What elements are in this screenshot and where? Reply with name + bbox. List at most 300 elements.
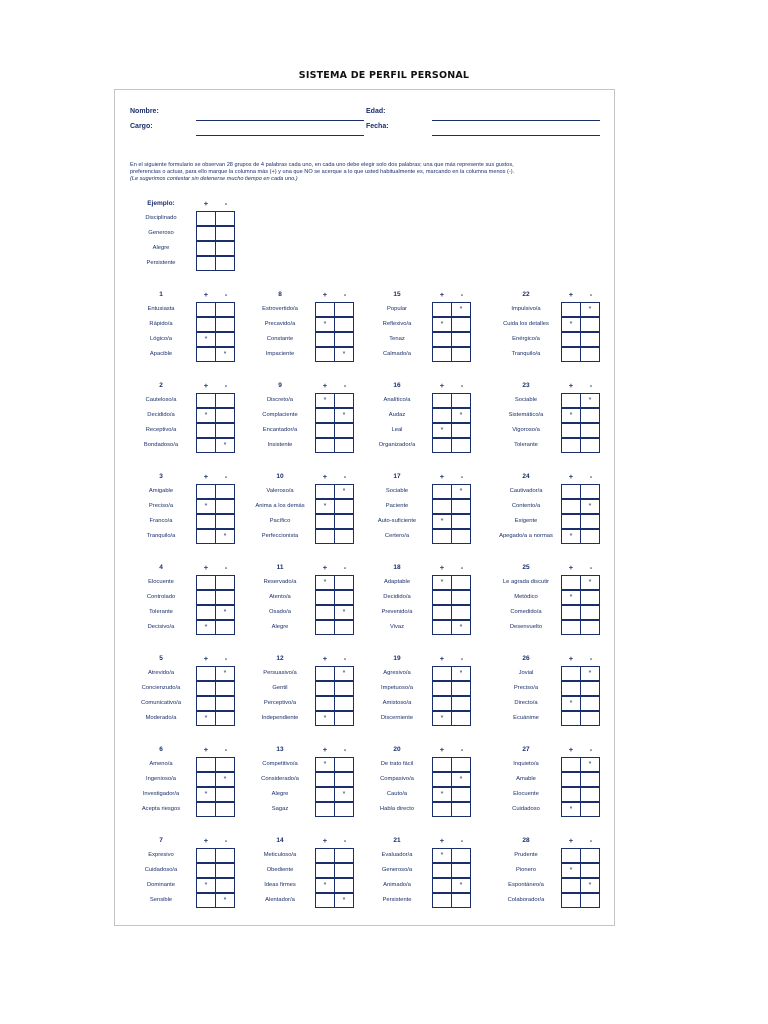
word-row: [245, 499, 355, 514]
plus-checkbox[interactable]: [196, 802, 216, 817]
word-row: [491, 332, 601, 347]
word-label: Espontáneo/a: [508, 882, 544, 888]
minus-checkbox[interactable]: [580, 772, 600, 787]
minus-checkbox[interactable]: [451, 332, 471, 347]
word-row: [126, 529, 236, 544]
word-label: Expresivo: [148, 852, 174, 858]
minus-checkbox[interactable]: *: [215, 666, 235, 681]
minus-checkbox[interactable]: [451, 757, 471, 772]
minus-checkbox[interactable]: *: [451, 772, 471, 787]
group-number: 26: [522, 655, 530, 662]
instructions-note: (Le sugerimos contestar sin detenerse mucho tiempo en cada uno.): [130, 176, 298, 182]
minus-checkbox[interactable]: [215, 408, 235, 423]
word-label: Preciso/a: [148, 503, 174, 509]
plus-checkbox[interactable]: *: [315, 757, 335, 772]
plus-checkbox[interactable]: *: [315, 575, 335, 590]
minus-checkbox[interactable]: [451, 317, 471, 332]
minus-checkbox[interactable]: [215, 226, 235, 241]
plus-checkbox[interactable]: [196, 347, 216, 362]
minus-checkbox[interactable]: [451, 590, 471, 605]
minus-checkbox[interactable]: [334, 757, 354, 772]
plus-checkbox[interactable]: [196, 393, 216, 408]
plus-checkbox[interactable]: [561, 499, 581, 514]
minus-checkbox[interactable]: *: [215, 347, 235, 362]
minus-checkbox[interactable]: [215, 757, 235, 772]
minus-checkbox[interactable]: [334, 848, 354, 863]
plus-checkbox[interactable]: [196, 605, 216, 620]
plus-checkbox[interactable]: [315, 787, 335, 802]
minus-checkbox[interactable]: [215, 241, 235, 256]
minus-checkbox[interactable]: [215, 590, 235, 605]
minus-checkbox[interactable]: [334, 423, 354, 438]
minus-checkbox[interactable]: *: [334, 666, 354, 681]
plus-checkbox[interactable]: [315, 848, 335, 863]
plus-checkbox[interactable]: [196, 696, 216, 711]
minus-checkbox[interactable]: [215, 423, 235, 438]
plus-checkbox[interactable]: [196, 438, 216, 453]
minus-checkbox[interactable]: [451, 802, 471, 817]
plus-checkbox[interactable]: [561, 711, 581, 726]
minus-checkbox[interactable]: *: [215, 438, 235, 453]
plus-checkbox[interactable]: [561, 514, 581, 529]
minus-checkbox[interactable]: [451, 529, 471, 544]
minus-column-header: -: [343, 836, 347, 845]
plus-checkbox[interactable]: [561, 575, 581, 590]
minus-checkbox[interactable]: *: [334, 408, 354, 423]
word-row: [245, 878, 355, 893]
plus-checkbox[interactable]: [432, 302, 452, 317]
minus-checkbox[interactable]: *: [451, 484, 471, 499]
word-label: Audaz: [388, 412, 406, 418]
plus-checkbox[interactable]: *: [196, 787, 216, 802]
minus-checkbox[interactable]: [215, 499, 235, 514]
minus-checkbox[interactable]: [451, 575, 471, 590]
minus-checkbox[interactable]: [215, 863, 235, 878]
group-number: 19: [393, 655, 401, 662]
plus-checkbox[interactable]: *: [196, 711, 216, 726]
plus-checkbox[interactable]: [561, 302, 581, 317]
minus-checkbox[interactable]: [580, 317, 600, 332]
plus-checkbox[interactable]: [196, 317, 216, 332]
minus-checkbox[interactable]: [334, 681, 354, 696]
plus-checkbox[interactable]: [315, 696, 335, 711]
fecha-field[interactable]: [432, 135, 600, 136]
word-label: Disciplinado: [145, 215, 177, 221]
plus-checkbox[interactable]: [432, 878, 452, 893]
plus-checkbox[interactable]: *: [561, 590, 581, 605]
word-label: Vigoroso/a: [512, 427, 540, 433]
minus-column-header: -: [343, 472, 347, 481]
plus-checkbox[interactable]: [561, 438, 581, 453]
plus-checkbox[interactable]: [561, 620, 581, 635]
plus-checkbox[interactable]: [196, 423, 216, 438]
minus-checkbox[interactable]: [580, 605, 600, 620]
plus-checkbox[interactable]: [196, 226, 216, 241]
minus-checkbox[interactable]: *: [334, 893, 354, 908]
minus-checkbox[interactable]: *: [215, 772, 235, 787]
minus-column-header: -: [224, 290, 228, 299]
minus-checkbox[interactable]: [215, 317, 235, 332]
minus-checkbox[interactable]: [451, 438, 471, 453]
plus-checkbox[interactable]: [432, 393, 452, 408]
minus-checkbox[interactable]: [580, 787, 600, 802]
question-group-20: [362, 746, 468, 818]
minus-checkbox[interactable]: [451, 681, 471, 696]
plus-checkbox[interactable]: *: [196, 620, 216, 635]
minus-checkbox[interactable]: *: [334, 605, 354, 620]
minus-checkbox[interactable]: [451, 347, 471, 362]
plus-checkbox[interactable]: [561, 757, 581, 772]
edad-label: Edad:: [366, 108, 386, 115]
cargo-field[interactable]: [196, 135, 364, 136]
plus-checkbox[interactable]: [196, 666, 216, 681]
word-label: Meticuloso/a: [263, 852, 297, 858]
plus-checkbox[interactable]: [432, 484, 452, 499]
word-row: [245, 802, 355, 817]
minus-checkbox[interactable]: *: [451, 620, 471, 635]
plus-checkbox[interactable]: [561, 393, 581, 408]
plus-checkbox[interactable]: [432, 590, 452, 605]
nombre-label: Nombre:: [130, 108, 159, 115]
plus-checkbox[interactable]: *: [315, 317, 335, 332]
minus-checkbox[interactable]: [451, 863, 471, 878]
plus-checkbox[interactable]: [315, 347, 335, 362]
plus-checkbox[interactable]: [196, 211, 216, 226]
minus-checkbox[interactable]: [334, 863, 354, 878]
minus-column-header: -: [224, 381, 228, 390]
plus-checkbox[interactable]: *: [196, 408, 216, 423]
plus-checkbox[interactable]: [315, 484, 335, 499]
minus-checkbox[interactable]: [580, 696, 600, 711]
word-label: Reflexivo/a: [382, 321, 412, 327]
group-number: 10: [276, 473, 284, 480]
minus-checkbox[interactable]: [215, 484, 235, 499]
plus-checkbox[interactable]: [315, 332, 335, 347]
plus-checkbox[interactable]: [196, 575, 216, 590]
word-label: Valeroso/a: [266, 488, 294, 494]
plus-checkbox[interactable]: *: [196, 332, 216, 347]
plus-checkbox[interactable]: *: [432, 423, 452, 438]
group-number: 12: [276, 655, 284, 662]
plus-column-header: +: [568, 472, 574, 481]
minus-checkbox[interactable]: [580, 863, 600, 878]
group-number: 3: [159, 473, 163, 480]
plus-checkbox[interactable]: [561, 848, 581, 863]
plus-checkbox[interactable]: [561, 681, 581, 696]
minus-checkbox[interactable]: *: [451, 408, 471, 423]
minus-checkbox[interactable]: [334, 802, 354, 817]
plus-checkbox[interactable]: [196, 529, 216, 544]
plus-checkbox[interactable]: [432, 696, 452, 711]
plus-checkbox[interactable]: [196, 863, 216, 878]
plus-checkbox[interactable]: [196, 772, 216, 787]
minus-checkbox[interactable]: [215, 302, 235, 317]
plus-checkbox[interactable]: [315, 681, 335, 696]
plus-checkbox[interactable]: [315, 666, 335, 681]
minus-checkbox[interactable]: [215, 332, 235, 347]
minus-checkbox[interactable]: [580, 514, 600, 529]
minus-checkbox[interactable]: [580, 620, 600, 635]
minus-checkbox[interactable]: [580, 848, 600, 863]
plus-checkbox[interactable]: *: [432, 787, 452, 802]
plus-checkbox[interactable]: [315, 423, 335, 438]
minus-checkbox[interactable]: [580, 681, 600, 696]
minus-checkbox[interactable]: *: [451, 878, 471, 893]
minus-checkbox[interactable]: [215, 620, 235, 635]
plus-checkbox[interactable]: [561, 878, 581, 893]
minus-checkbox[interactable]: [580, 438, 600, 453]
word-label: Atento/a: [269, 594, 291, 600]
word-label: Lógico/a: [150, 336, 172, 342]
plus-checkbox[interactable]: [315, 863, 335, 878]
plus-checkbox[interactable]: [432, 666, 452, 681]
plus-checkbox[interactable]: [315, 772, 335, 787]
word-label: Prevenido/a: [381, 609, 413, 615]
minus-checkbox[interactable]: [215, 514, 235, 529]
plus-checkbox[interactable]: [432, 620, 452, 635]
plus-checkbox[interactable]: [315, 529, 335, 544]
plus-checkbox[interactable]: *: [561, 696, 581, 711]
minus-checkbox[interactable]: [334, 529, 354, 544]
plus-checkbox[interactable]: [196, 302, 216, 317]
plus-checkbox[interactable]: [561, 893, 581, 908]
minus-checkbox[interactable]: [580, 893, 600, 908]
minus-checkbox[interactable]: [215, 787, 235, 802]
minus-column-header: -: [589, 381, 593, 390]
minus-checkbox[interactable]: [334, 696, 354, 711]
plus-checkbox[interactable]: [561, 666, 581, 681]
plus-checkbox[interactable]: [315, 620, 335, 635]
minus-checkbox[interactable]: [334, 514, 354, 529]
minus-checkbox[interactable]: *: [580, 666, 600, 681]
plus-checkbox[interactable]: [196, 757, 216, 772]
plus-checkbox[interactable]: [315, 438, 335, 453]
plus-checkbox[interactable]: [196, 848, 216, 863]
minus-checkbox[interactable]: [451, 423, 471, 438]
plus-checkbox[interactable]: [432, 347, 452, 362]
word-label: Cuida los detalles: [503, 321, 549, 327]
plus-checkbox[interactable]: *: [196, 499, 216, 514]
minus-checkbox[interactable]: [334, 772, 354, 787]
plus-checkbox[interactable]: *: [196, 878, 216, 893]
minus-checkbox[interactable]: [451, 893, 471, 908]
minus-checkbox[interactable]: [334, 878, 354, 893]
word-row: [126, 226, 236, 241]
nombre-field[interactable]: [196, 120, 364, 121]
minus-checkbox[interactable]: [580, 332, 600, 347]
minus-checkbox[interactable]: [580, 423, 600, 438]
minus-checkbox[interactable]: [451, 393, 471, 408]
minus-checkbox[interactable]: [334, 620, 354, 635]
plus-checkbox[interactable]: [432, 893, 452, 908]
minus-checkbox[interactable]: [215, 393, 235, 408]
plus-checkbox[interactable]: [315, 605, 335, 620]
minus-checkbox[interactable]: *: [334, 787, 354, 802]
minus-checkbox[interactable]: *: [334, 347, 354, 362]
minus-checkbox[interactable]: *: [580, 575, 600, 590]
minus-checkbox[interactable]: [580, 711, 600, 726]
word-row: [245, 438, 355, 453]
plus-checkbox[interactable]: [315, 302, 335, 317]
minus-checkbox[interactable]: [451, 696, 471, 711]
minus-checkbox[interactable]: [215, 802, 235, 817]
minus-checkbox[interactable]: [580, 802, 600, 817]
minus-checkbox[interactable]: *: [451, 302, 471, 317]
plus-checkbox[interactable]: *: [432, 711, 452, 726]
plus-checkbox[interactable]: *: [315, 499, 335, 514]
minus-checkbox[interactable]: *: [215, 893, 235, 908]
minus-checkbox[interactable]: [580, 347, 600, 362]
minus-checkbox[interactable]: *: [580, 878, 600, 893]
question-group-16: [362, 382, 468, 454]
edad-field[interactable]: [432, 120, 600, 121]
plus-checkbox[interactable]: [196, 893, 216, 908]
word-label: Rápido/a: [149, 321, 173, 327]
word-row: [362, 393, 472, 408]
plus-checkbox[interactable]: [196, 484, 216, 499]
word-row: [126, 757, 236, 772]
plus-checkbox[interactable]: [561, 347, 581, 362]
plus-checkbox[interactable]: [432, 529, 452, 544]
plus-checkbox[interactable]: [561, 484, 581, 499]
minus-checkbox[interactable]: [215, 256, 235, 271]
plus-checkbox[interactable]: *: [315, 711, 335, 726]
minus-checkbox[interactable]: *: [580, 499, 600, 514]
minus-checkbox[interactable]: [215, 575, 235, 590]
minus-checkbox[interactable]: [334, 317, 354, 332]
word-label: Comedido/a: [510, 609, 542, 615]
plus-column-header: +: [203, 199, 209, 208]
word-row: [491, 620, 601, 635]
plus-checkbox[interactable]: [315, 514, 335, 529]
minus-checkbox[interactable]: [334, 302, 354, 317]
plus-checkbox[interactable]: *: [315, 393, 335, 408]
minus-checkbox[interactable]: *: [580, 393, 600, 408]
plus-checkbox[interactable]: [196, 256, 216, 271]
minus-checkbox[interactable]: [580, 408, 600, 423]
plus-checkbox[interactable]: [196, 590, 216, 605]
plus-column-header: +: [203, 381, 209, 390]
minus-checkbox[interactable]: [451, 848, 471, 863]
plus-checkbox[interactable]: [561, 332, 581, 347]
plus-checkbox[interactable]: *: [432, 848, 452, 863]
plus-column-header: +: [439, 836, 445, 845]
plus-checkbox[interactable]: [432, 605, 452, 620]
minus-checkbox[interactable]: *: [451, 666, 471, 681]
minus-column-header: -: [343, 290, 347, 299]
plus-checkbox[interactable]: [315, 893, 335, 908]
minus-checkbox[interactable]: [451, 499, 471, 514]
plus-checkbox[interactable]: [432, 438, 452, 453]
word-label: Insistente: [267, 442, 293, 448]
plus-checkbox[interactable]: *: [432, 514, 452, 529]
minus-checkbox[interactable]: *: [215, 605, 235, 620]
minus-checkbox[interactable]: [580, 484, 600, 499]
word-label: Amistoso/a: [382, 700, 412, 706]
minus-checkbox[interactable]: [334, 332, 354, 347]
plus-checkbox[interactable]: [315, 802, 335, 817]
plus-checkbox[interactable]: [561, 787, 581, 802]
minus-checkbox[interactable]: [334, 499, 354, 514]
minus-checkbox[interactable]: *: [580, 302, 600, 317]
minus-checkbox[interactable]: [451, 787, 471, 802]
word-label: Habla directo: [379, 806, 415, 812]
minus-checkbox[interactable]: [451, 711, 471, 726]
plus-checkbox[interactable]: *: [432, 317, 452, 332]
question-group-14: [245, 837, 351, 909]
plus-checkbox[interactable]: [196, 241, 216, 256]
word-label: Ecuánime: [513, 715, 539, 721]
minus-column-header: -: [589, 472, 593, 481]
minus-checkbox[interactable]: [451, 514, 471, 529]
plus-checkbox[interactable]: [561, 423, 581, 438]
plus-checkbox[interactable]: *: [561, 317, 581, 332]
minus-checkbox[interactable]: [334, 393, 354, 408]
minus-checkbox[interactable]: *: [215, 529, 235, 544]
minus-checkbox[interactable]: [215, 681, 235, 696]
minus-checkbox[interactable]: [215, 848, 235, 863]
plus-checkbox[interactable]: [432, 772, 452, 787]
word-label: Alegre: [271, 624, 289, 630]
minus-checkbox[interactable]: [334, 711, 354, 726]
plus-checkbox[interactable]: *: [561, 802, 581, 817]
word-row: [362, 878, 472, 893]
word-label: Concienzudo/a: [141, 685, 181, 691]
minus-checkbox[interactable]: [334, 590, 354, 605]
word-row: [362, 666, 472, 681]
instructions: [130, 162, 600, 183]
minus-checkbox[interactable]: [215, 878, 235, 893]
minus-checkbox[interactable]: [215, 696, 235, 711]
plus-checkbox[interactable]: *: [561, 863, 581, 878]
minus-checkbox[interactable]: *: [580, 757, 600, 772]
minus-checkbox[interactable]: *: [334, 484, 354, 499]
plus-checkbox[interactable]: [432, 802, 452, 817]
plus-checkbox[interactable]: *: [561, 529, 581, 544]
group-number: 15: [393, 291, 401, 298]
plus-checkbox[interactable]: *: [315, 878, 335, 893]
minus-checkbox[interactable]: [451, 605, 471, 620]
plus-checkbox[interactable]: [196, 514, 216, 529]
plus-checkbox[interactable]: [432, 408, 452, 423]
plus-checkbox[interactable]: [432, 681, 452, 696]
plus-checkbox[interactable]: *: [561, 408, 581, 423]
minus-checkbox[interactable]: [215, 711, 235, 726]
minus-checkbox[interactable]: [334, 438, 354, 453]
word-row: [491, 893, 601, 908]
plus-checkbox[interactable]: [432, 332, 452, 347]
plus-checkbox[interactable]: [315, 408, 335, 423]
plus-checkbox[interactable]: [432, 863, 452, 878]
word-label: Decidido/a: [383, 594, 411, 600]
plus-checkbox[interactable]: [561, 605, 581, 620]
minus-column-header: -: [343, 654, 347, 663]
plus-checkbox[interactable]: *: [432, 575, 452, 590]
word-row: [491, 499, 601, 514]
plus-checkbox[interactable]: [432, 499, 452, 514]
plus-checkbox[interactable]: [561, 772, 581, 787]
word-row: [362, 802, 472, 817]
plus-checkbox[interactable]: [315, 590, 335, 605]
plus-checkbox[interactable]: [196, 681, 216, 696]
group-number: 2: [159, 382, 163, 389]
word-row: [245, 893, 355, 908]
minus-checkbox[interactable]: [215, 211, 235, 226]
minus-checkbox[interactable]: [580, 529, 600, 544]
plus-checkbox[interactable]: [432, 757, 452, 772]
minus-checkbox[interactable]: [580, 590, 600, 605]
minus-checkbox[interactable]: [334, 575, 354, 590]
